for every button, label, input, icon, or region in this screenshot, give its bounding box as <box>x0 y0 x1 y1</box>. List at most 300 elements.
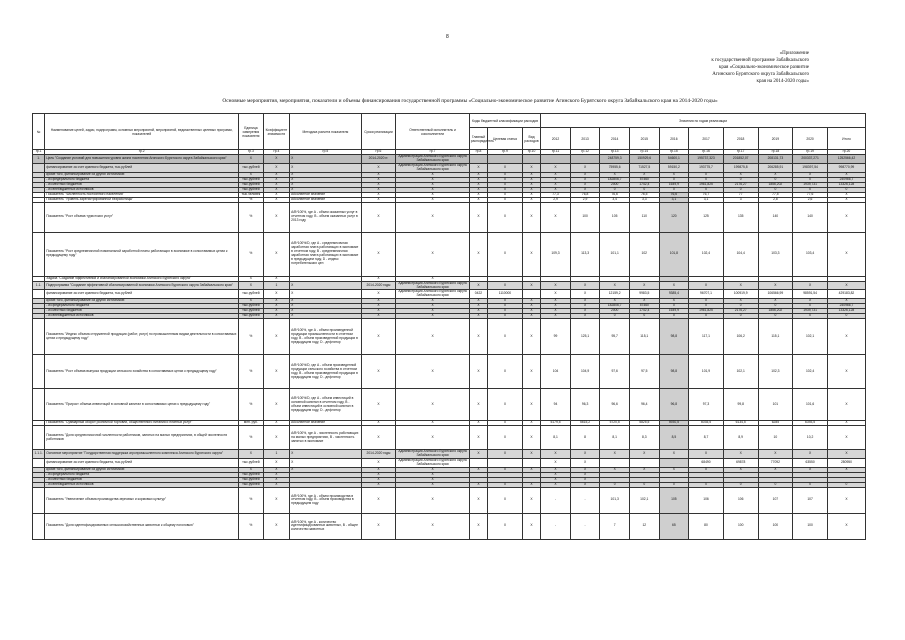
table-cell: % <box>239 355 263 389</box>
table-cell: 0422 <box>469 290 487 299</box>
table-cell: Х <box>361 304 396 309</box>
table-cell: Х <box>570 314 600 319</box>
table-cell: Х <box>522 163 540 172</box>
header-coef: Коэффициент значимости <box>263 114 290 150</box>
table-cell: 5825,5 <box>629 421 659 426</box>
table-cell: тыс.рублей <box>239 187 263 192</box>
table-cell: Х <box>522 187 540 192</box>
table-cell: 182806,7 <box>600 304 630 309</box>
table-cell <box>33 389 45 421</box>
table-cell: Абсолютное значение <box>290 421 361 426</box>
table-cell: Х <box>396 177 469 182</box>
table-cell: 8 <box>570 426 600 450</box>
table-cell: Х <box>570 450 600 459</box>
table-cell: - <box>541 513 571 539</box>
table-cell: Х <box>488 232 523 276</box>
table-cell: Х <box>263 421 290 426</box>
table-row <box>33 163 866 172</box>
table-cell: Х <box>469 187 487 192</box>
table-cell: 6285 <box>758 421 793 426</box>
table-cell: 10,2 <box>793 426 828 450</box>
table-cell <box>469 155 487 164</box>
table-cell: Администрация Агинского Бурятского округа Забайкальского края <box>396 450 469 459</box>
header-total: Итого <box>827 128 865 150</box>
table-cell: Х <box>522 319 540 355</box>
table-cell: 0 <box>793 187 828 192</box>
table-cell: Х <box>827 197 865 202</box>
table-cell: Х <box>263 472 290 477</box>
table-cell: 0 <box>793 177 828 182</box>
table-cell: 77,6 <box>793 192 828 197</box>
table-cell: 8,1 <box>600 426 630 450</box>
table-cell: Х <box>488 163 523 172</box>
table-cell: Х <box>469 314 487 319</box>
table-cell: Х <box>570 459 600 468</box>
table-cell: 80 <box>689 513 724 539</box>
table-cell: 76,6 <box>600 192 630 197</box>
column-index: гр.12 <box>570 150 600 155</box>
table-cell: 13326,128 <box>827 309 865 314</box>
table-cell: Х <box>758 281 793 290</box>
table-cell: 206285,91 <box>758 163 793 172</box>
table-cell: Х <box>361 309 396 314</box>
table-cell: млн. руб. <box>239 421 263 426</box>
table-cell: 135 <box>723 202 758 232</box>
table-cell: % <box>239 232 263 276</box>
column-index: гр.14 <box>629 150 659 155</box>
table-cell: Х <box>827 513 865 539</box>
table-cell: % <box>239 197 263 202</box>
table-cell: Х <box>541 450 571 459</box>
table-cell: 2,9 <box>570 197 600 202</box>
table-cell: Х <box>361 319 396 355</box>
row-name-cell: кроме того, финансирование из других источников: <box>45 467 239 472</box>
table-cell: Х <box>488 304 523 309</box>
table-cell: 99,8 <box>723 389 758 421</box>
table-cell: Х <box>469 192 487 197</box>
table-cell: Х <box>396 513 469 539</box>
table-cell: Х <box>659 172 689 177</box>
table-cell: Х <box>541 202 571 232</box>
table-cell: 120 <box>659 202 689 232</box>
table-cell: Х <box>469 304 487 309</box>
table-cell: Х <box>488 187 523 192</box>
column-index: гр.15 <box>659 150 689 155</box>
table-cell: 0 <box>600 187 630 192</box>
table-cell: Х <box>469 355 487 389</box>
table-cell: Х <box>827 281 865 290</box>
table-cell: Х <box>263 192 290 197</box>
table-cell: Х <box>541 309 571 314</box>
table-cell: Х <box>629 172 659 177</box>
table-cell <box>488 155 523 164</box>
table-cell: Х <box>522 182 540 187</box>
table-cell: тыс.рублей <box>239 177 263 182</box>
column-index: гр.7 <box>396 150 469 155</box>
row-name-cell: Показатель "Доля среднесписочной численности работников, занятых на малых предприятиях, в общей численности работников <box>45 426 239 450</box>
table-cell: 0 <box>689 304 724 309</box>
header-codes: Коды бюджетной классификации расходов <box>469 114 540 128</box>
table-cell: Х <box>541 467 571 472</box>
table-cell: Х <box>570 187 600 192</box>
table-cell: Х <box>827 450 865 459</box>
table-cell: Х <box>396 477 469 482</box>
table-cell: Х <box>361 163 396 172</box>
table-cell: 1961,825 <box>689 182 724 187</box>
table-cell: 6393,5 <box>793 421 828 426</box>
table-cell: 0 <box>723 177 758 182</box>
table-cell: 95,7 <box>600 319 630 355</box>
table-cell: 2,9 <box>541 197 571 202</box>
column-index: гр.3 <box>239 150 263 155</box>
table-cell: Х <box>522 482 540 487</box>
table-cell: 105 <box>659 487 689 513</box>
table-cell: Х <box>793 450 828 459</box>
table-cell: 115,1 <box>758 319 793 355</box>
table-cell: Х <box>827 421 865 426</box>
table-cell <box>33 426 45 450</box>
table-cell: Х <box>600 450 630 459</box>
appendix-line: края на 2014-2020 годы» <box>756 79 809 84</box>
table-cell: % <box>239 426 263 450</box>
table-cell: Х <box>396 389 469 421</box>
table-cell: Х <box>488 426 523 450</box>
table-cell: Х <box>488 177 523 182</box>
table-cell: Х <box>600 299 630 304</box>
table-cell: Администрация Агинского Бурятского округа Забайкальского края <box>396 290 469 299</box>
table-cell: Х <box>689 467 724 472</box>
table-cell: Х <box>469 513 487 539</box>
table-cell: Х <box>361 232 396 276</box>
table-cell: 0 <box>689 482 724 487</box>
table-cell: Х <box>263 513 290 539</box>
table-cell: Х <box>522 513 540 539</box>
header-year: 2017 <box>689 128 724 150</box>
table-cell: 12 <box>629 513 659 539</box>
table-cell: Х <box>290 182 361 187</box>
table-cell: Х <box>239 172 263 177</box>
table-cell: Х <box>723 281 758 290</box>
table-row <box>33 389 866 421</box>
table-cell: Х <box>469 426 487 450</box>
row-name-cell: кроме того, финансирование из других источников: <box>45 172 239 177</box>
column-index: гр.16 <box>689 150 724 155</box>
table-cell: 2014-2020 годы <box>361 450 396 459</box>
table-cell: 102,1 <box>629 487 659 513</box>
table-cell: 97,5 <box>629 355 659 389</box>
row-name-cell: Показатель "Прирост объема инвестиций в основной капитал в сопоставимых ценах к предыдущему году" <box>45 389 239 421</box>
table-cell: Х <box>396 487 469 513</box>
table-cell: Х <box>488 172 523 177</box>
row-name-cell: Цель "Создание условий для повышения уровня жизни населения Агинского Бурятского округа Забайкальского края" <box>45 155 239 164</box>
column-index: гр.13 <box>600 150 630 155</box>
table-cell: 3,1 <box>689 197 724 202</box>
table-cell: 77092 <box>758 459 793 468</box>
table-cell: 1.1.1. <box>33 450 45 459</box>
table-cell: 1939,731 <box>793 309 828 314</box>
table-cell: Х <box>263 304 290 309</box>
table-cell: Х <box>522 389 540 421</box>
table-cell: Х <box>263 172 290 177</box>
table-cell: - <box>541 487 571 513</box>
table-cell: Х <box>827 319 865 355</box>
table-cell: Х <box>522 232 540 276</box>
header-name: Наименование целей, задач, подпрограмм, основных мероприятий, мероприятий, ведомственных целевых программ, показателей <box>45 114 239 150</box>
table-cell: Х <box>488 467 523 472</box>
table-cell: Х <box>239 155 263 164</box>
table-cell: Х <box>361 482 396 487</box>
table-cell: Х <box>361 182 396 187</box>
table-cell: Х <box>522 202 540 232</box>
table-cell: Х <box>488 202 523 232</box>
table-cell: Х <box>827 355 865 389</box>
table-cell: Х <box>263 459 290 468</box>
table-cell: Х <box>396 192 469 197</box>
table-cell: Х <box>361 192 396 197</box>
table-cell: Х <box>263 187 290 192</box>
table-cell: Х <box>396 355 469 389</box>
table-cell: Х <box>263 426 290 450</box>
table-cell: 0 <box>600 482 630 487</box>
table-cell: Х <box>827 426 865 450</box>
row-name-cell: - из местных бюджетов <box>45 309 239 314</box>
table-cell: 101,3 <box>600 487 630 513</box>
table-cell: Абсолютное значение <box>290 192 361 197</box>
table-cell: 59150,2 <box>659 163 689 172</box>
table-cell: Х <box>263 355 290 389</box>
table-cell: 248759,3 <box>600 155 630 164</box>
table-cell: 240966,7 <box>827 304 865 309</box>
table-cell: 0 <box>793 314 828 319</box>
table-cell: 2176,27 <box>723 182 758 187</box>
table-cell: Х <box>541 477 571 482</box>
table-cell: Х <box>488 319 523 355</box>
table-cell: 8,3 <box>629 426 659 450</box>
table-cell: Х <box>361 459 396 468</box>
table-cell: Х <box>396 309 469 314</box>
table-cell: Х <box>469 389 487 421</box>
header-year: 2013 <box>570 128 600 150</box>
table-cell: 2,8 <box>758 197 793 202</box>
table-cell: Х <box>570 482 600 487</box>
table-cell: 5720,5 <box>600 421 630 426</box>
row-name-cell: - из внебюджетных источников <box>45 187 239 192</box>
table-cell: 98,8 <box>659 355 689 389</box>
column-index: гр.19 <box>793 150 828 155</box>
table-cell: 5615,2 <box>570 421 600 426</box>
table-cell: 106 <box>689 487 724 513</box>
table-cell: Х <box>239 281 263 290</box>
program-table <box>32 113 866 540</box>
table-cell: Х <box>570 172 600 177</box>
table-cell: 1742,4 <box>629 182 659 187</box>
table-cell: Х <box>827 389 865 421</box>
table-cell: А/В*100%, где А - численность работающих на малых предприятиях, В - численность занятых в экономике <box>290 426 361 450</box>
table-cell: Х <box>290 155 361 164</box>
table-cell: Х <box>570 290 600 299</box>
table-cell: Х <box>522 309 540 314</box>
table-cell: Х <box>827 192 865 197</box>
table-cell: Х <box>469 182 487 187</box>
table-cell: Х <box>659 450 689 459</box>
table-cell: 0 <box>758 482 793 487</box>
table-cell: 100919,9 <box>723 290 758 299</box>
table-cell: Х <box>600 281 630 290</box>
table-cell: Х <box>396 319 469 355</box>
table-cell: Х <box>263 202 290 232</box>
table-cell: 200337,271 <box>793 155 828 164</box>
table-row <box>33 202 866 232</box>
table-cell: Х <box>290 309 361 314</box>
table-cell: Х <box>290 187 361 192</box>
appendix-header <box>589 50 809 85</box>
table-cell: Х <box>263 467 290 472</box>
table-cell: 68490 <box>689 459 724 468</box>
header-year: 2012 <box>541 128 571 150</box>
table-cell: Х <box>361 172 396 177</box>
row-name-cell: Показатель "Численность постоянного населения" <box>45 192 239 197</box>
table-cell: Х <box>239 299 263 304</box>
column-index: гр.4 <box>263 150 290 155</box>
table-cell: А/В*100%/D, где А - объем инвестиций в основной капитал в отчетном году, В - объем инвестиций в основной капитал в предыдущем году, D - дефлятор <box>290 389 361 421</box>
table-cell: 5930,5 <box>659 421 689 426</box>
table-cell: А/В*100%/D, где А - среднемесячная заработная плата работающих в экономике в отчетном году, В - среднемесячная заработная плата работающих в экономике в предыдущем году, D - индекс потребительских цен <box>290 232 361 276</box>
table-cell: 0 <box>659 314 689 319</box>
table-cell: Х <box>290 314 361 319</box>
table-cell: Х <box>541 177 571 182</box>
table-cell: Х <box>263 155 290 164</box>
table-cell: Администрация Агинского Бурятского округа Забайкальского края <box>396 281 469 290</box>
table-cell: 8,9 <box>723 426 758 450</box>
table-cell: Х <box>488 299 523 304</box>
table-cell: 240966,7 <box>827 177 865 182</box>
table-cell: Х <box>689 281 724 290</box>
table-cell: Х <box>290 163 361 172</box>
table-cell: Х <box>723 172 758 177</box>
table-cell: Х <box>522 421 540 426</box>
table-cell: Х <box>361 197 396 202</box>
table-cell: Х <box>361 187 396 192</box>
table-cell: Х <box>469 450 487 459</box>
table-cell: Х <box>570 182 600 187</box>
table-cell: 113,3 <box>570 232 600 276</box>
table-cell: 103,3 <box>758 232 793 276</box>
table-cell: 2176,27 <box>723 309 758 314</box>
header-year: 2018 <box>723 128 758 150</box>
table-cell: 198397,54 <box>793 163 828 172</box>
table-cell: Х <box>629 467 659 472</box>
table-cell: 2000 <box>600 182 630 187</box>
table-cell: % <box>239 319 263 355</box>
header-year: 2020 <box>793 128 828 150</box>
table-cell: Х <box>361 467 396 472</box>
table-cell: 71527,5 <box>629 163 659 172</box>
table-cell: Администрация Агинского Бурятского округа Забайкальского края <box>396 155 469 164</box>
table-cell: Х <box>263 487 290 513</box>
table-cell: Х <box>263 276 290 281</box>
table-cell: 140 <box>758 202 793 232</box>
table-cell: Х <box>396 172 469 177</box>
table-body <box>33 150 866 540</box>
table-cell: Х <box>239 467 263 472</box>
column-index: гр.6 <box>361 150 396 155</box>
table-cell: 1110000 <box>488 290 523 299</box>
table-cell: 3,3 <box>629 197 659 202</box>
row-name-cell: Показатель "Доля идентифицированных сельскохозяйственных животных к общему поголовью" <box>45 513 239 539</box>
table-cell: 1 <box>263 281 290 290</box>
table-cell: Х <box>570 309 600 314</box>
table-cell: Х <box>263 163 290 172</box>
table-cell: 2,6 <box>793 197 828 202</box>
table-cell: Х <box>723 450 758 459</box>
header-responsible: Ответственный исполнитель и соисполнители <box>396 114 469 150</box>
table-cell: Х <box>469 202 487 232</box>
table-cell: 76,7 <box>689 192 724 197</box>
table-cell: тыс.рублей <box>239 477 263 482</box>
table-cell: Х <box>396 314 469 319</box>
table-cell: % <box>239 202 263 232</box>
row-name-cell: Показатель "Увеличение объема производства зерновых и кормовых культур" <box>45 487 239 513</box>
table-cell: Х <box>396 182 469 187</box>
table-cell: 199875,8 <box>723 163 758 172</box>
table-cell: Х <box>469 172 487 177</box>
table-cell: Х <box>758 172 793 177</box>
table-cell: 0 <box>723 304 758 309</box>
table-cell: Х <box>541 182 571 187</box>
table-cell: Х <box>488 482 523 487</box>
table-cell: тыс.рублей <box>239 314 263 319</box>
header-code-kind: Вид расходов <box>522 128 540 150</box>
table-cell: 0 <box>659 304 689 309</box>
table-cell: Х <box>263 299 290 304</box>
table-cell: Администрация Агинского Бурятского округа Забайкальского края <box>396 459 469 468</box>
table-cell: 0 <box>629 187 659 192</box>
table-cell: Х <box>488 314 523 319</box>
table-cell: Х <box>659 467 689 472</box>
table-cell: Х <box>570 477 600 482</box>
table-cell: Х <box>361 477 396 482</box>
document-title: Основные мероприятия, мероприятия, показатели и объемы финансирования государственной программы «Социально-экономическое развитие Агинского Бурятского округа Забайкальского края на 2014-2020 годы» <box>222 98 718 104</box>
table-cell: 102,3 <box>758 355 793 389</box>
table-cell: Х <box>488 281 523 290</box>
table-cell: Х <box>522 299 540 304</box>
table-cell: 8,5 <box>659 426 689 450</box>
table-cell: Х <box>361 421 396 426</box>
table-cell: 429183,82 <box>827 290 865 299</box>
table-cell: Х <box>469 309 487 314</box>
table-cell: 104,4 <box>723 232 758 276</box>
table-cell: 76,6 <box>659 192 689 197</box>
table-cell: 101,9 <box>689 355 724 389</box>
table-cell: Х <box>290 281 361 290</box>
table-cell: Х <box>488 192 523 197</box>
table-cell: 2014-2020 гг. <box>361 155 396 164</box>
table-cell: Х <box>541 314 571 319</box>
column-index: гр.18 <box>758 150 793 155</box>
table-cell: Х <box>488 309 523 314</box>
table-cell: Х <box>827 467 865 472</box>
table-cell: 1252566,42 <box>827 155 865 164</box>
header-year: 2014 <box>600 128 630 150</box>
table-cell: 0 <box>659 187 689 192</box>
table-cell: 76,5 <box>629 192 659 197</box>
table-cell: 0 <box>827 187 865 192</box>
header-unit: Единица измерения показателя <box>239 114 263 150</box>
table-cell: 1. <box>33 155 45 164</box>
table-cell <box>522 155 540 164</box>
table-cell: 9385,4 <box>659 290 689 299</box>
table-cell: 3 <box>723 197 758 202</box>
